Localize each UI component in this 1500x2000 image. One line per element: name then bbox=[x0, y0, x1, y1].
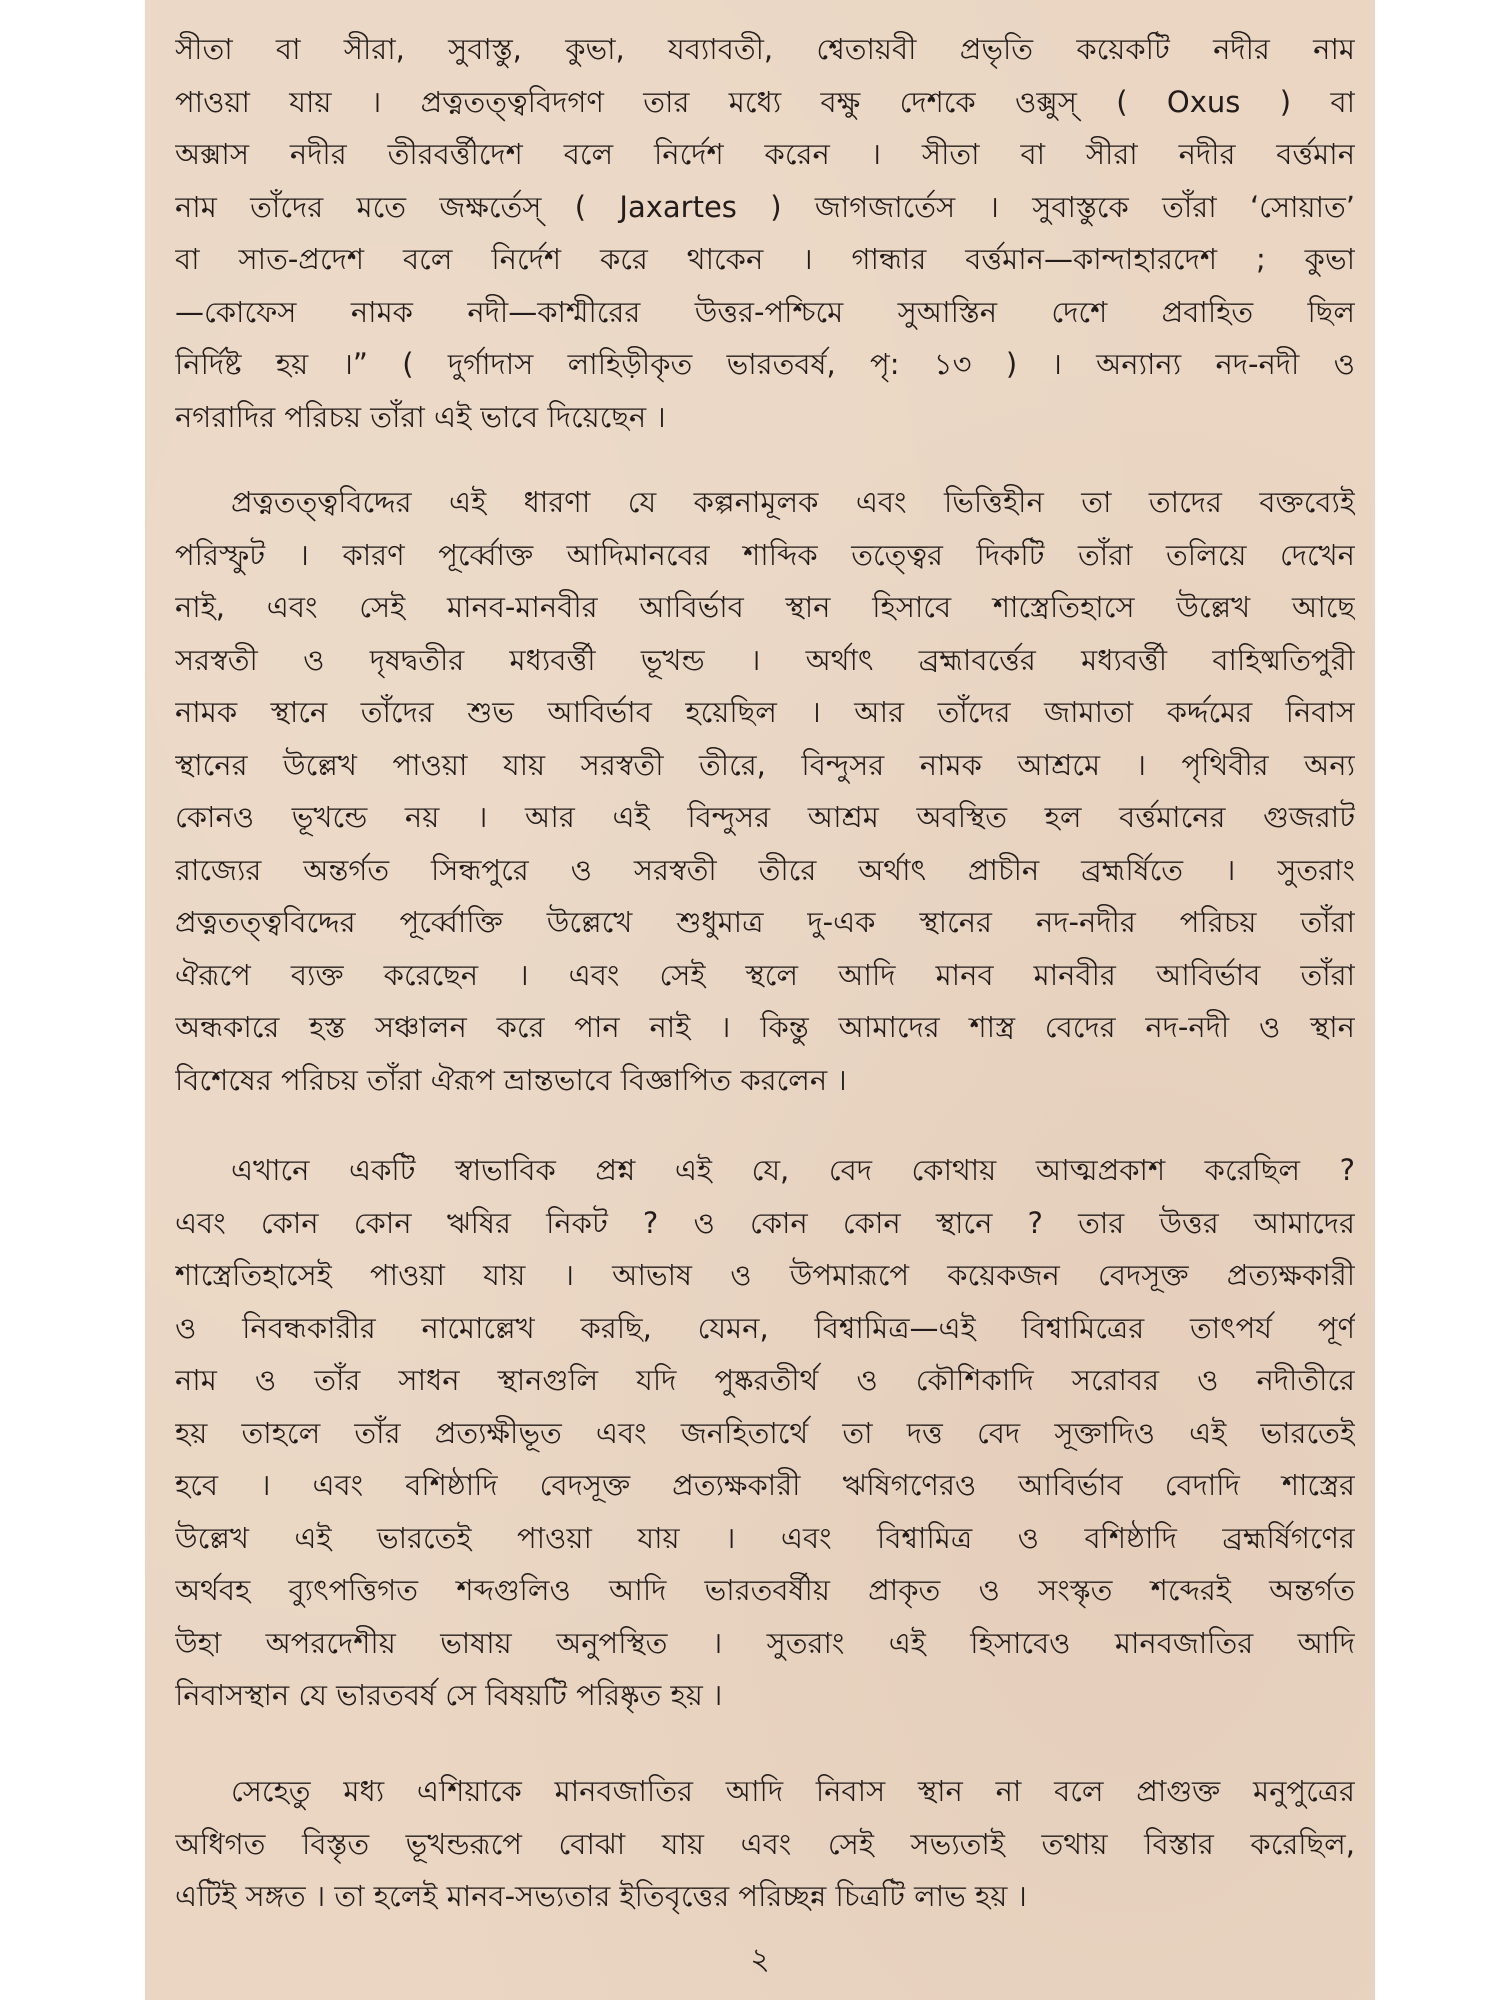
text-line: রাজ্যের অন্তর্গত সিন্ধপুরে ও সরস্বতী তীরে অর্থাৎ প্রাচীন ব্রহ্মর্ষিতে । সুতরাং bbox=[175, 852, 1355, 887]
text-line: উহা অপরদেশীয় ভাষায় অনুপস্থিত । সুতরাং এই হিসাবেও মানবজাতির আদি bbox=[175, 1625, 1355, 1660]
paragraph bbox=[175, 1144, 1355, 1722]
text-line: উল্লেখ এই ভারতেই পাওয়া যায় । এবং বিশ্বামিত্র ও বশিষ্ঠাদি ব্রহ্মর্ষিগণের bbox=[175, 1520, 1355, 1555]
page-number: ২ bbox=[750, 1942, 770, 1977]
text-line: নগরাদির পরিচয় তাঁরা এই ভাবে দিয়েছেন । bbox=[175, 399, 666, 434]
text-line: হবে । এবং বশিষ্ঠাদি বেদসূক্ত প্রত্যক্ষকারী ঋষিগণেরও আবির্ভাব বেদাদি শাস্ত্রের bbox=[175, 1468, 1355, 1502]
text-line: অর্থবহ ব্যুৎপত্তিগত শব্দগুলিও আদি ভারতবর্ষীয় প্রাকৃত ও সংস্কৃত শব্দেরই অন্তর্গত bbox=[175, 1573, 1355, 1607]
text-line: বা সাত-প্রদেশ বলে নির্দেশ করে থাকেন । গান্ধার বর্ত্তমান—কান্দাহারদেশ ; কুভা bbox=[175, 242, 1355, 276]
text-line: অক্সাস নদীর তীরবর্ত্তীদেশ বলে নির্দেশ করেন । সীতা বা সীরা নদীর বর্ত্তমান bbox=[175, 137, 1355, 171]
text-line: পাওয়া যায় । প্রত্নতত্ত্ববিদগণ তার মধ্যে বক্ষু দেশকে ওক্সুস্ ( Oxus ) বা bbox=[175, 84, 1355, 119]
paragraph bbox=[175, 1765, 1355, 1923]
text-line: কোনও ভূখন্ডে নয় । আর এই বিন্দুসর আশ্রম অবস্থিত হল বর্ত্তমানের গুজরাট bbox=[175, 800, 1355, 834]
text-line: অধিগত বিস্তৃত ভূখন্ডরূপে বোঝা যায় এবং সেই সভ্যতাই তথায় বিস্তার করেছিল, bbox=[175, 1826, 1355, 1861]
text-line: অন্ধকারে হস্ত সঞ্চালন করে পান নাই । কিন্তু আমাদের শাস্ত্র বেদের নদ-নদী ও স্থান bbox=[175, 1010, 1355, 1044]
text-line: এটিই সঙ্গত । তা হলেই মানব-সভ্যতার ইতিবৃত্তের পরিচ্ছন্ন চিত্রটি লাভ হয় । bbox=[175, 1879, 1027, 1913]
paragraph bbox=[175, 476, 1355, 1106]
text-line: ও নিবন্ধকারীর নামোল্লেখ করছি, যেমন, বিশ্বামিত্র—এই বিশ্বামিত্রের তাৎপর্য পূর্ণ bbox=[175, 1310, 1355, 1345]
text-line: নামক স্থানে তাঁদের শুভ আবির্ভাব হয়েছিল । আর তাঁদের জামাতা কর্দ্দমের নিবাস bbox=[175, 695, 1355, 729]
text-line: —কোফেস নামক নদী—কাশ্মীরের উত্তর-পশ্চিমে সুআস্তিন দেশে প্রবাহিত ছিল bbox=[175, 294, 1355, 329]
paragraph-continued bbox=[175, 23, 1355, 443]
text-line: নাই, এবং সেই মানব-মানবীর আবির্ভাব স্থান হিসাবে শাস্ত্রেতিহাসে উল্লেখ আছে bbox=[175, 590, 1355, 624]
text-line: পরিস্ফুট । কারণ পূর্ব্বোক্ত আদিমানবের শাব্দিক তত্ত্বের দিকটি তাঁরা তলিয়ে দেখেন bbox=[175, 537, 1355, 572]
text-line: এখানে একটি স্বাভাবিক প্রশ্ন এই যে, বেদ কোথায় আত্মপ্রকাশ করেছিল ? bbox=[231, 1153, 1355, 1187]
text-line: শাস্ত্রেতিহাসেই পাওয়া যায় । আভাষ ও উপমারূপে কয়েকজন বেদসূক্ত প্রত্যক্ষকারী bbox=[175, 1258, 1355, 1292]
text-line: নাম তাঁদের মতে জক্ষর্তেস্ ( Jaxartes ) জাগজার্তেস । সুবাস্তুকে তাঁরা ‘সোয়াত’ bbox=[175, 189, 1355, 224]
text-line: স্থানের উল্লেখ পাওয়া যায় সরস্বতী তীরে, বিন্দুসর নামক আশ্রমে । পৃথিবীর অন্য bbox=[175, 747, 1355, 782]
text-line: হয় তাহলে তাঁর প্রত্যক্ষীভূত এবং জনহিতার্থে তা দত্ত বেদ সূক্তাদিও এই ভারতেই bbox=[175, 1415, 1355, 1450]
text-line: সরস্বতী ও দৃষদ্বতীর মধ্যবর্ত্তী ভূখন্ড । অর্থাৎ ব্রহ্মাবর্ত্তের মধ্যবর্ত্তী বাহিষ্মতিপুরী bbox=[175, 642, 1355, 677]
text-line: সেহেতু মধ্য এশিয়াকে মানবজাতির আদি নিবাস স্থান না বলে প্রাগুক্ত মনুপুত্রের bbox=[231, 1774, 1355, 1808]
text-line: এবং কোন কোন ঋষির নিকট ? ও কোন কোন স্থানে ? তার উত্তর আমাদের bbox=[175, 1205, 1355, 1240]
text-line: বিশেষের পরিচয় তাঁরা ঐরূপ ভ্রান্তভাবে বিজ্ঞাপিত করলেন । bbox=[175, 1062, 847, 1097]
text-line: নির্দিষ্ট হয় ।” ( দুর্গাদাস লাহিড়ীকৃত ভারতবর্ষ, পৃ: ১৩ ) । অন্যান্য নদ-নদী ও bbox=[175, 347, 1355, 381]
text-line: ঐরূপে ব্যক্ত করেছেন । এবং সেই স্থলে আদি মানব মানবীর আবির্ভাব তাঁরা bbox=[175, 957, 1355, 992]
text-line: নিবাসস্থান যে ভারতবর্ষ সে বিষয়টি পরিষ্কৃত হয় । bbox=[175, 1678, 723, 1712]
text-line: প্রত্নতত্ত্ববিদ্দের এই ধারণা যে কল্পনামূলক এবং ভিত্তিহীন তা তাদের বক্তব্যেই bbox=[231, 485, 1355, 519]
text-line: সীতা বা সীরা, সুবাস্তু, কুভা, যব্যাবতী, শ্বেতায়বী প্রভৃতি কয়েকটি নদীর নাম bbox=[175, 32, 1355, 66]
text-line: প্রত্নতত্ত্ববিদ্দের পূর্ব্বোক্তি উল্লেখে শুধুমাত্র দু-এক স্থানের নদ-নদীর পরিচয় তাঁরা bbox=[175, 905, 1355, 939]
text-line: নাম ও তাঁর সাধন স্থানগুলি যদি পুষ্করতীর্থ ও কৌশিকাদি সরোবর ও নদীতীরে bbox=[175, 1363, 1355, 1397]
